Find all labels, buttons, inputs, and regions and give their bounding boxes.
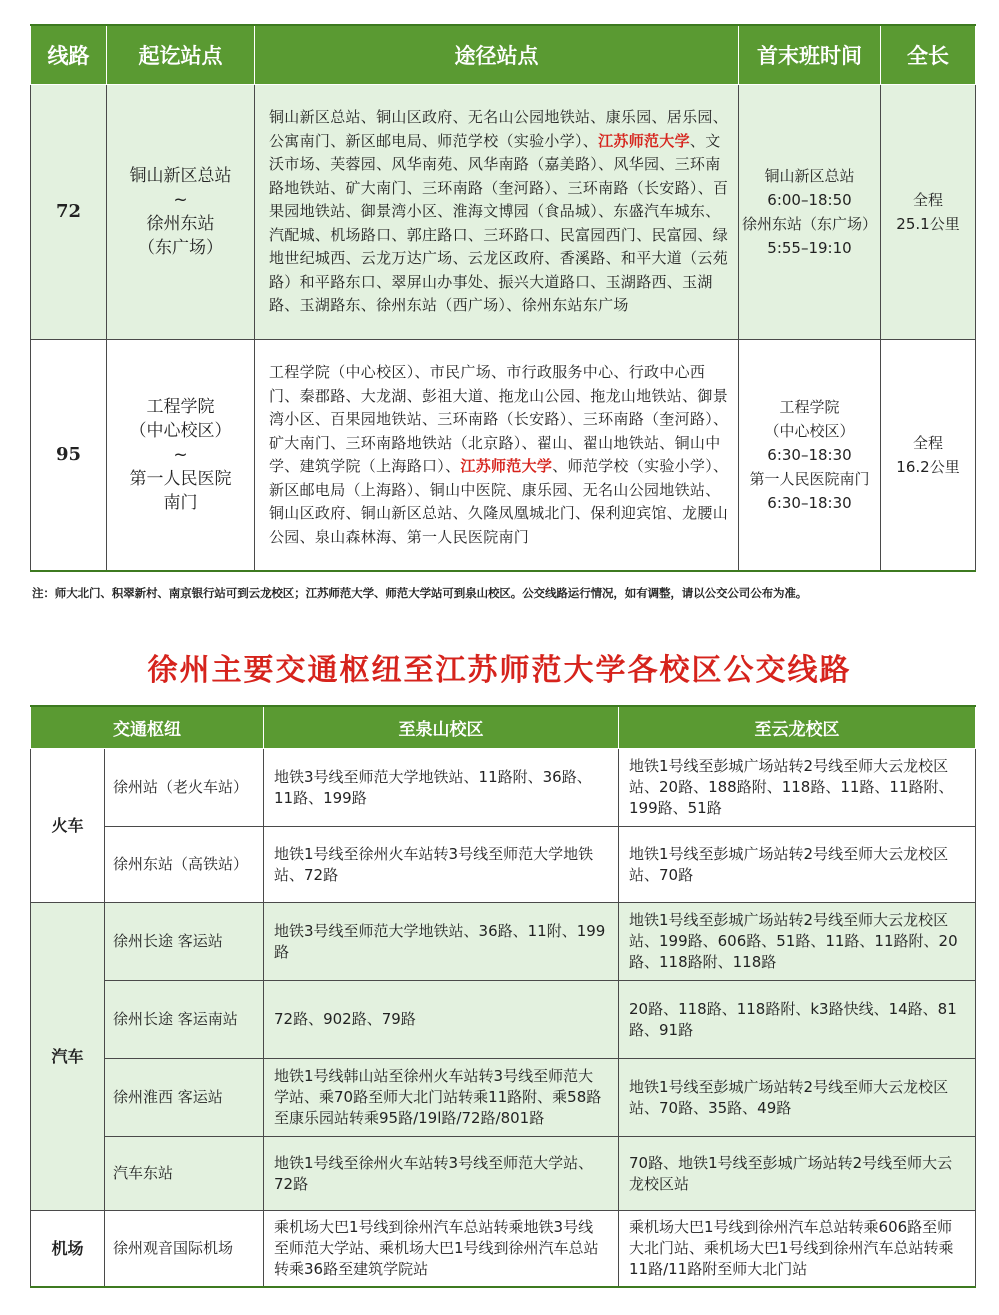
route-times — [739, 340, 881, 572]
category-airport: 机场 — [31, 1211, 105, 1287]
route-times — [739, 85, 881, 340]
hub-route-table — [30, 705, 976, 1288]
terminal-line: 南门 — [163, 493, 198, 513]
terminal-line: 工程学院 — [146, 397, 215, 417]
hub-name: 汽车东站 — [105, 1137, 264, 1211]
header-terminals: 起讫站点 — [107, 25, 255, 85]
hub-name: 徐州淮西 客运站 — [105, 1059, 264, 1137]
table-row — [31, 1211, 976, 1287]
route-quanshan: 地铁1号线至徐州火车站转3号线至师范大学地铁站、72路 — [264, 827, 619, 903]
route-terminals — [107, 85, 255, 340]
route-yunlong: 乘机场大巴1号线到徐州汽车总站转乘606路至师大北门站、乘机场大巴1号线到徐州汽车总站转乘11路/11路附至师大北门站 — [619, 1211, 976, 1287]
hub-name: 徐州站（老火车站） — [105, 749, 264, 827]
time-line: 6:30–18:30 — [767, 446, 852, 464]
route-quanshan: 72路、902路、79路 — [264, 981, 619, 1059]
route-yunlong: 地铁1号线至彭城广场站转2号线至师大云龙校区站、70路、35路、49路 — [619, 1059, 976, 1137]
route-quanshan: 地铁1号线韩山站至徐州火车站转3号线至师范大学站、乘70路至师大北门站转乘11路附、乘58路至康乐园站转乘95路/19l路/72路/801路 — [264, 1059, 619, 1137]
via-text: 、师范学校（实验小学）、新区邮电局（上海路）、铜山中医院、康乐园、无名山公园地铁站、铜山区政府、铜山新区总站、久隆凤凰城北门、保利迎宾馆、龙腰山公园、泉山森林海、第一人民医院南门 — [269, 457, 729, 546]
route-yunlong: 70路、地铁1号线至彭城广场站转2号线至师大云龙校区站 — [619, 1137, 976, 1211]
route-yunlong: 20路、118路、118路附、k3路快线、14路、81路、91路 — [619, 981, 976, 1059]
time-line: 徐州东站（东广场） — [741, 215, 877, 233]
route-number: 72 — [31, 85, 107, 340]
route-quanshan: 乘机场大巴1号线到徐州汽车总站转乘地铁3号线至师范大学站、乘机场大巴1号线到徐州汽车总站转乘36路至建筑学院站 — [264, 1211, 619, 1287]
category-train: 火车 — [31, 749, 105, 903]
category-bus: 汽车 — [31, 903, 105, 1211]
hub-name: 徐州长途 客运南站 — [105, 981, 264, 1059]
via-highlight: 江苏师范大学 — [460, 457, 553, 475]
terminal-line: ~ — [173, 445, 188, 465]
footnote: 注：师大北门、积翠新村、南京银行站可到云龙校区；江苏师范大学、师范大学站可到泉山校区。公交线路运行情况，如有调整，请以公交公司公布为准。 — [32, 586, 808, 600]
hub-name: 徐州观音国际机场 — [105, 1211, 264, 1287]
via-text: 工程学院（中心校区）、市民广场、市行政服务中心、行政中心西门、秦郡路、大龙湖、彭祖大道、拖龙山公园、拖龙山地铁站、御景湾小区、百果园地铁站、三环南路（长安路）、三环南路（奎河路）、矿大南门、三环南路地铁站（北京路）、翟山、翟山地铁站、铜山中学、建筑学院（上海路口）、 — [269, 363, 729, 475]
table-row — [31, 827, 976, 903]
route-number: 95 — [31, 340, 107, 572]
length-line: 16.2公里 — [896, 458, 960, 476]
route-yunlong: 地铁1号线至彭城广场站转2号线至师大云龙校区站、70路 — [619, 827, 976, 903]
section-title: 徐州主要交通枢纽至江苏师范大学各校区公交线路 — [147, 653, 852, 688]
bus-route-table — [30, 24, 976, 572]
time-line: （中心校区） — [764, 422, 855, 440]
time-line: 6:30–18:30 — [767, 494, 852, 512]
table-row — [31, 1059, 976, 1137]
route-terminals — [107, 340, 255, 572]
terminal-line: 铜山新区总站 — [129, 166, 232, 186]
time-line: 第一人民医院南门 — [749, 470, 870, 488]
time-line: 工程学院 — [779, 398, 840, 416]
table-row — [31, 85, 976, 340]
hub-name: 徐州长途 客运站 — [105, 903, 264, 981]
table-row — [31, 340, 976, 572]
terminal-line: （东广场） — [138, 238, 223, 258]
terminal-line: 第一人民医院 — [129, 469, 232, 489]
header-quanshan: 至泉山校区 — [264, 706, 619, 749]
header-yunlong: 至云龙校区 — [619, 706, 976, 749]
time-line: 5:55–19:10 — [767, 239, 852, 257]
table-header-row — [31, 706, 976, 749]
route-via-stops — [255, 85, 739, 340]
via-text: 铜山新区总站、铜山区政府、无名山公园地铁站、康乐园、居乐园、公寓南门、新区邮电局、师范学校（实验小学）、 — [269, 108, 729, 150]
table-row — [31, 981, 976, 1059]
via-highlight: 江苏师范大学 — [598, 131, 690, 150]
route-quanshan: 地铁3号线至师范大学地铁站、36路、11附、199路 — [264, 903, 619, 981]
route-length — [881, 85, 976, 340]
length-line: 全程 — [912, 191, 943, 209]
table-row — [31, 1137, 976, 1211]
terminal-line: （中心校区） — [129, 421, 232, 441]
header-line: 线路 — [31, 25, 107, 85]
route-via-stops — [255, 340, 739, 572]
header-length: 全长 — [881, 25, 976, 85]
route-length — [881, 340, 976, 572]
header-hub: 交通枢纽 — [31, 706, 264, 749]
header-via: 途径站点 — [255, 25, 739, 85]
hub-name: 徐州东站（高铁站） — [105, 827, 264, 903]
route-quanshan: 地铁1号线至徐州火车站转3号线至师范大学站、72路 — [264, 1137, 619, 1211]
route-yunlong: 地铁1号线至彭城广场站转2号线至师大云龙校区站、20路、188路附、118路、11路、11路附、199路、51路 — [619, 749, 976, 827]
table-row — [31, 903, 976, 981]
table-header-row — [31, 25, 976, 85]
route-quanshan: 地铁3号线至师范大学地铁站、11路附、36路、11路、199路 — [264, 749, 619, 827]
terminal-line: 徐州东站 — [146, 214, 215, 234]
terminal-line: ~ — [173, 190, 188, 210]
length-line: 全程 — [912, 434, 943, 452]
length-line: 25.1公里 — [896, 215, 960, 233]
time-line: 铜山新区总站 — [764, 167, 855, 185]
time-line: 6:00–18:50 — [767, 191, 852, 209]
route-yunlong: 地铁1号线至彭城广场站转2号线至师大云龙校区站、199路、606路、51路、11路、11路附、20路、118路附、118路 — [619, 903, 976, 981]
table-row — [31, 749, 976, 827]
via-text: 、文沃市场、芙蓉园、风华南苑、风华南路（嘉美路）、风华园、三环南路地铁站、矿大南门、三环南路（奎河路）、三环南路（长安路）、百果园地铁站、御景湾小区、淮海文博园（食品城）、东盛汽车城东、汽配城、机场路口、郭庄路口、三环路口、民富园西门、民富园、绿地世纪城西、云龙万达广场、云龙区政府、香溪路、和平大道（云苑路）和平路东口、翠屏山办事处、振兴大道路口、玉湖路西、玉湖路、玉湖路东、徐州东站（西广场）、徐州东站东广场 — [269, 131, 729, 315]
header-times: 首末班时间 — [739, 25, 881, 85]
